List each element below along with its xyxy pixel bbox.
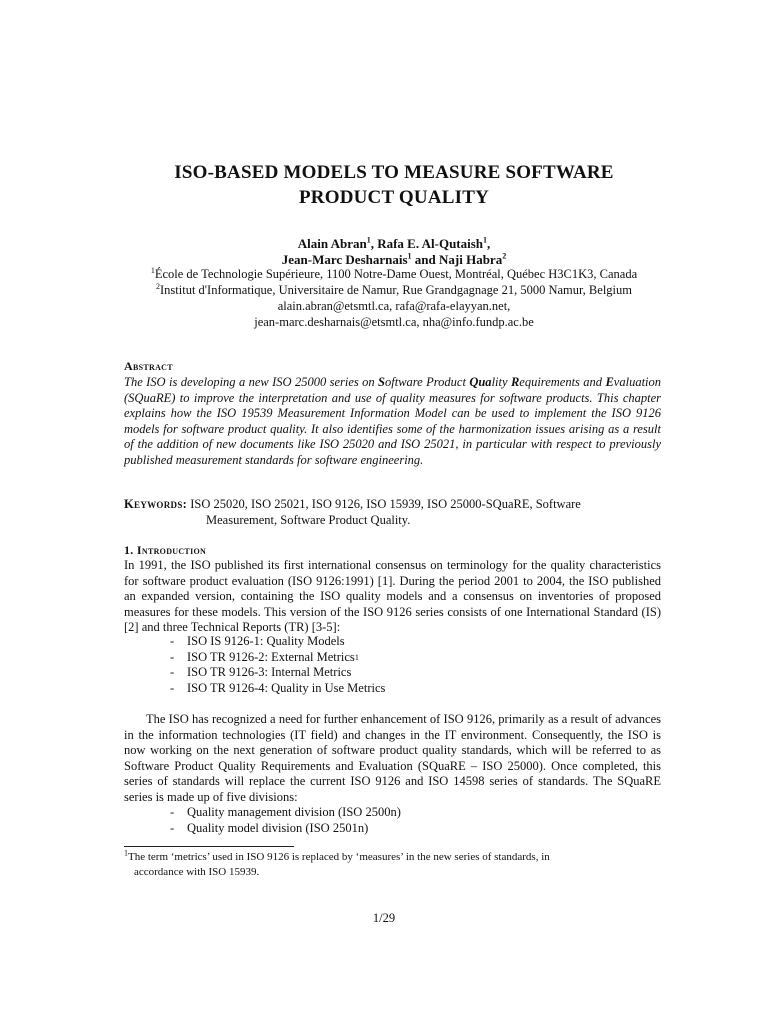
author-list <box>100 236 688 268</box>
abstract-emphasis: E <box>605 375 614 389</box>
keywords-text: ISO 25020, ISO 25021, ISO 9126, ISO 15939, ISO 25000-SQuaRE, Software <box>187 497 581 511</box>
author-separator: , <box>487 236 491 251</box>
section-title: Introduction <box>136 543 207 557</box>
footnote-marker: 1 <box>124 848 128 858</box>
email-line-1: alain.abran@etsmtl.ca, rafa@rafa-elayyan.net, <box>277 299 511 313</box>
email-line-2: jean-marc.desharnais@etsmtl.ca, nha@info.fundp.ac.be <box>254 315 534 329</box>
list-item <box>170 681 385 697</box>
abstract-emphasis: R <box>510 375 520 389</box>
iso9126-parts-list <box>170 634 385 696</box>
list-item <box>170 634 385 650</box>
affiliation-text: École de Technologie Supérieure, 1100 Notre-Dame Ouest, Montréal, Québec H3C1K3, Canada <box>154 267 638 281</box>
affiliation-sup: 1 <box>150 265 155 275</box>
list-item <box>170 650 385 666</box>
keywords-block <box>124 496 661 528</box>
keywords-line-1 <box>124 496 661 512</box>
list-dash: - <box>170 680 175 695</box>
author-affil-sup: 2 <box>502 251 507 261</box>
square-divisions-list <box>170 805 401 836</box>
affiliation-sup: 2 <box>156 281 161 291</box>
list-item <box>170 665 385 681</box>
abstract-segment: oftware Product <box>385 375 470 389</box>
author-affil-sup: 1 <box>483 235 488 245</box>
intro-paragraph-2: The ISO has recognized a need for further enhancement of ISO 9126, primarily as a result of advances in the information technologies (IT field) and changes in the IT environment. Consequently, the ISO is now working on the next generation of software product quality standards, which will be referred to as Software Product Quality Requirements and Evaluation (SQuaRE – ISO 25000). Once completed, this series of standards will replace the current ISO 9126 and ISO 14598 series of standards. The SQuaRE series is made up of five divisions: <box>124 712 661 804</box>
list-dash: - <box>170 665 175 680</box>
affiliation-text: Institut d'Informatique, Universitaire de Namur, Rue Grandgagnage 21, 5000 Namur, Belgium <box>160 283 632 297</box>
abstract-text <box>124 375 661 469</box>
footnote-ref[interactable]: 1 <box>354 652 359 662</box>
abstract-segment: The ISO is developing a new ISO 25000 series on <box>124 375 379 389</box>
list-item-text: ISO TR 9126-4: Quality in Use Metrics <box>187 680 386 695</box>
abstract-segment: equirements and <box>519 375 606 389</box>
list-item <box>170 821 401 837</box>
abstract-segment: valuation (SQuaRE) to improve the interpretation and use of quality measures for software products. This chapter explains how the ISO 19539 Measurement Information Model can be used to implement the ISO 9126 models for software product quality. It also identifies some of the harmonization issues arising as a result of the addition of new documents like ISO 25020 and ISO 25021, in particular with respect to previously published measurement standards for software engineering. <box>124 375 662 467</box>
author-separator: and <box>411 252 440 267</box>
list-dash: - <box>170 805 175 819</box>
affiliations <box>100 266 688 330</box>
list-dash: - <box>170 649 175 664</box>
list-item-text: ISO IS 9126-1: Quality Models <box>187 634 345 648</box>
author-affil-sup: 1 <box>407 251 412 261</box>
list-item-text: ISO TR 9126-3: Internal Metrics <box>187 665 352 680</box>
footnote <box>124 850 661 880</box>
author-name: Alain Abran <box>297 236 367 251</box>
footnote-line-1 <box>124 850 661 865</box>
affiliation-2 <box>100 282 688 298</box>
abstract-segment: lity <box>491 375 511 389</box>
list-item-text: Quality model division (ISO 2501n) <box>187 820 369 835</box>
abstract-heading: Abstract <box>124 359 173 373</box>
list-item-text: Quality management division (ISO 2500n) <box>187 805 401 819</box>
page-number: 1/29 <box>372 911 396 925</box>
abstract-emphasis: S <box>378 375 385 389</box>
author-affil-sup: 1 <box>366 235 371 245</box>
section-number: 1. <box>124 543 134 557</box>
list-item <box>170 805 401 821</box>
list-dash: - <box>170 634 175 648</box>
title-line-1: ISO-BASED MODELS TO MEASURE SOFTWARE <box>174 162 614 183</box>
affiliation-1 <box>100 266 688 282</box>
author-name: Rafa E. Al-Qutaish <box>377 236 484 251</box>
keywords-line-2: Measurement, Software Product Quality. <box>206 513 411 527</box>
list-item-text: ISO TR 9126-2: External Metrics <box>187 649 355 664</box>
footnote-rule <box>124 846 294 847</box>
list-dash: - <box>170 820 175 835</box>
section-heading <box>124 543 206 558</box>
abstract-emphasis: Qua <box>469 375 492 389</box>
paper-title <box>100 160 688 210</box>
author-name: Naji Habra <box>439 252 503 267</box>
author-separator: , <box>370 236 378 251</box>
title-line-2: PRODUCT QUALITY <box>298 187 490 208</box>
footnote-text: The term ‘metrics’ used in ISO 9126 is replaced by ‘measures’ in the new series of standards, in <box>128 851 550 863</box>
intro-paragraph-1: In 1991, the ISO published its first international consensus on terminology for the quality characteristics for software product evaluation (ISO 9126:1991) [1]. During the period 2001 to 2004, the ISO published an expanded version, containing the ISO quality models and a consensus on inventories of proposed measures for these models. This version of the ISO 9126 series consists of one International Standard (IS) [2] and three Technical Reports (TR) [3-5]: <box>124 558 661 635</box>
keywords-label: Keywords: <box>124 497 188 511</box>
author-line-1 <box>100 236 688 252</box>
author-name: Jean-Marc Desharnais <box>281 252 408 267</box>
footnote-line-2: accordance with ISO 15939. <box>134 866 260 878</box>
